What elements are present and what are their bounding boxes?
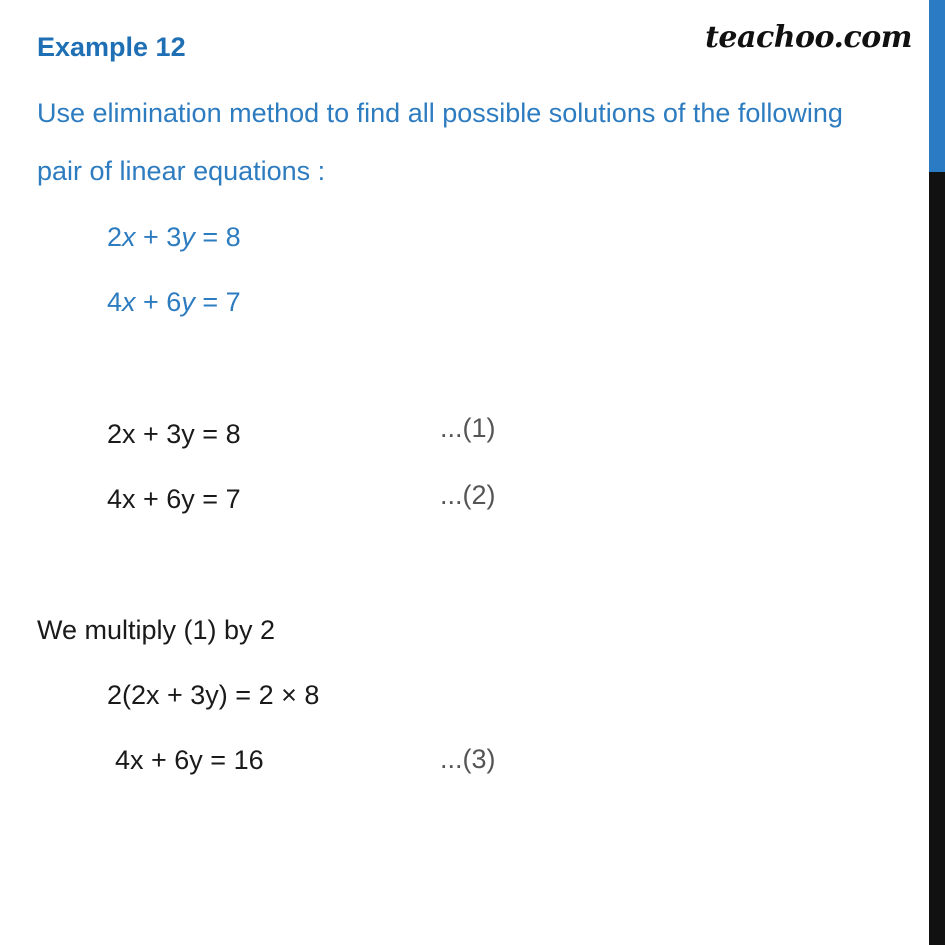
equation-tag-1: ...(1) <box>440 413 496 443</box>
solution-equation-2: 4x + 6y = 7 <box>107 484 241 514</box>
question-line-1: Use elimination method to find all possible solutions of the following <box>37 98 843 128</box>
solution-equation-1: 2x + 3y = 8 <box>107 419 241 449</box>
equation-tag-2: ...(2) <box>440 480 496 510</box>
question-equation-1: 2x + 3y = 8 <box>107 222 241 252</box>
equation-tag-3: ...(3) <box>440 744 496 774</box>
solution-multiply: 2(2x + 3y) = 2 × 8 <box>107 680 320 710</box>
scrollbar[interactable] <box>929 0 945 945</box>
teachoo-logo: teachoo.com <box>705 20 912 55</box>
example-title: Example 12 <box>37 32 186 62</box>
question-line-2: pair of linear equations : <box>37 156 326 186</box>
solution-step: We multiply (1) by 2 <box>37 615 276 645</box>
solution-equation-3: 4x + 6y = 16 <box>115 745 264 775</box>
question-equation-2: 4x + 6y = 7 <box>107 287 241 317</box>
scrollbar-thumb[interactable] <box>929 0 945 172</box>
